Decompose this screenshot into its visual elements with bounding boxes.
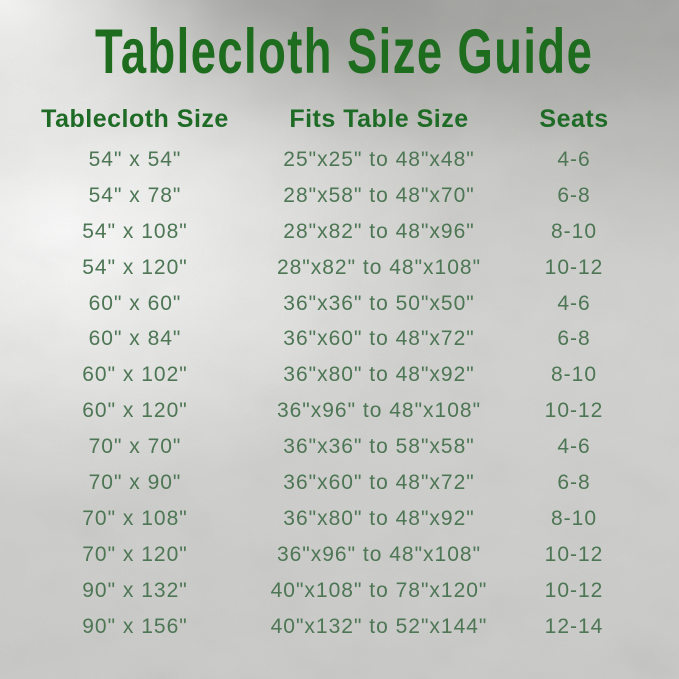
- cell-tablecloth-size: 70" x 120": [82, 542, 188, 566]
- size-guide-table: [0, 102, 679, 644]
- cell-fits-table-size: 36"x80" to 48"x92": [283, 363, 475, 387]
- cell-fits-table-size: 36"x96" to 48"x108": [276, 399, 482, 423]
- cell-fits-table-size: 25"x25" to 48"x48": [283, 147, 475, 171]
- cell-seats: 12-14: [544, 614, 604, 638]
- header-tablecloth-size: Tablecloth Size: [41, 104, 229, 133]
- cell-tablecloth-size: 60" x 120": [82, 399, 188, 423]
- cell-fits-table-size: 36"x60" to 48"x72": [283, 470, 475, 494]
- cell-seats: 10-12: [544, 542, 604, 566]
- cell-tablecloth-size: 90" x 132": [82, 578, 188, 602]
- cell-tablecloth-size: 60" x 60": [88, 291, 182, 315]
- table-row: [10, 250, 660, 286]
- table-row: [10, 537, 660, 573]
- cell-seats: 6-8: [557, 183, 591, 207]
- cell-seats: 6-8: [557, 470, 591, 494]
- cell-fits-table-size: 28"x82" to 48"x108": [276, 255, 482, 279]
- cell-fits-table-size: 28"x82" to 48"x96": [283, 219, 475, 243]
- cell-fits-table-size: 40"x108" to 78"x120": [270, 578, 488, 602]
- cell-fits-table-size: 40"x132" to 52"x144": [270, 614, 488, 638]
- cell-tablecloth-size: 54" x 108": [82, 219, 188, 243]
- cell-fits-table-size: 36"x60" to 48"x72": [283, 327, 475, 351]
- cell-fits-table-size: 36"x36" to 58"x58": [283, 435, 475, 459]
- cell-tablecloth-size: 70" x 90": [88, 470, 182, 494]
- cell-seats: 10-12: [544, 578, 604, 602]
- cell-seats: 4-6: [557, 291, 591, 315]
- table-row: [10, 357, 660, 393]
- cell-seats: 8-10: [550, 219, 598, 243]
- cell-fits-table-size: 28"x58" to 48"x70": [283, 183, 475, 207]
- table-row: [10, 573, 660, 609]
- table-row: [10, 286, 660, 322]
- table-row: [10, 214, 660, 250]
- table-row: [10, 429, 660, 465]
- table-row: [10, 393, 660, 429]
- header-fits-table-size: Fits Table Size: [289, 104, 469, 133]
- cell-fits-table-size: 36"x96" to 48"x108": [276, 542, 482, 566]
- cell-seats: 8-10: [550, 506, 598, 530]
- cell-seats: 4-6: [557, 147, 591, 171]
- cell-fits-table-size: 36"x36" to 50"x50": [283, 291, 475, 315]
- cell-tablecloth-size: 70" x 108": [82, 506, 188, 530]
- cell-seats: 10-12: [544, 255, 604, 279]
- cell-tablecloth-size: 60" x 84": [88, 327, 182, 351]
- table-header-row: [10, 102, 660, 136]
- cell-seats: 6-8: [557, 327, 591, 351]
- header-seats: Seats: [539, 104, 609, 133]
- table-row: [10, 501, 660, 537]
- cell-tablecloth-size: 54" x 54": [88, 147, 182, 171]
- table-body: [10, 142, 660, 644]
- table-row: [10, 142, 660, 178]
- table-row: [10, 321, 660, 357]
- cell-tablecloth-size: 54" x 120": [82, 255, 188, 279]
- cell-tablecloth-size: 60" x 102": [82, 363, 188, 387]
- cell-fits-table-size: 36"x80" to 48"x92": [283, 506, 475, 530]
- cell-tablecloth-size: 90" x 156": [82, 614, 188, 638]
- cell-seats: 8-10: [550, 363, 598, 387]
- cell-seats: 10-12: [544, 399, 604, 423]
- cell-tablecloth-size: 70" x 70": [88, 435, 182, 459]
- page-title: Tablecloth Size Guide: [95, 17, 594, 87]
- table-row: [10, 465, 660, 501]
- table-row: [10, 178, 660, 214]
- table-row: [10, 609, 660, 645]
- cell-seats: 4-6: [557, 435, 591, 459]
- cell-tablecloth-size: 54" x 78": [88, 183, 182, 207]
